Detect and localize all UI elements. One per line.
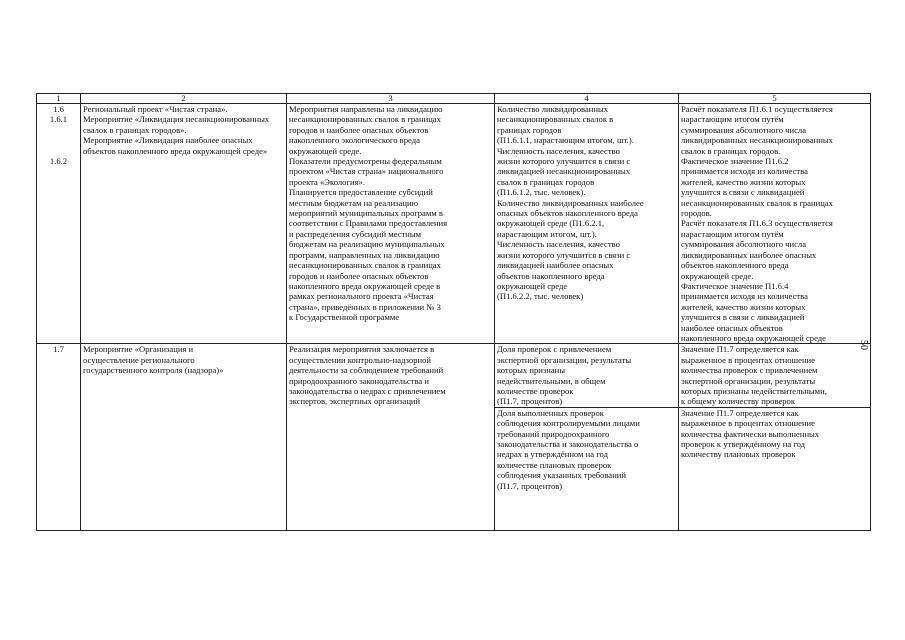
table-row [37, 344, 871, 407]
calculation-text: Значение П1.7 определяется как выраженное в процентах отношение количества проверок с привлечением экспертной организации, результаты которых признаны недействительными, к общему количеству проверок [679, 344, 871, 407]
measure-description: Мероприятия направлены на ликвидацию несанкционированных свалок в границах городов и наиболее опасных объектов накопленного экологического вреда окружающей среде. Показатели предусмотрены федеральным проектом «Чистая страна» национального проекта «Экология». Планируется предоставление субсидий местным бюджетам на реализацию мероприятий муниципальных программ в соответствии с Правилами предоставления и распределения субсидий местным бюджетам на реализацию муниципальных программ, направленных на ликвидацию несанкционированных свалок в границах городов и наиболее опасных объектов накопленного вреда окружающей среде в рамках регионального проекта «Чистая страна», приведённых в приложении № 3 к Государственной программе [287, 104, 495, 344]
header-cell-5: 5 [679, 94, 871, 104]
measure-name-cell [81, 104, 287, 344]
row-code: 1.6 [53, 104, 64, 114]
indicator-text: Доля выполненных проверок соблюдения контролируемыми лицами требований природоохранного законодательства и законодательства о недрах в утверждённом на год количестве плановых проверок соблюдения указанных требований (П1.7, процентов) [495, 407, 679, 530]
header-cell-2: 2 [81, 94, 287, 104]
measures-table [36, 93, 871, 531]
calculation-text: Расчёт показателя П1.6.1 осуществляется нарастающим итогом путём суммирования абсолютного числа ликвидированных несанкционированных свалок в границах городов. Фактическое значение П1.6.2 принимается исходя из количества жителей, качество жизни которых улучшится в связи с ликвидацией несанкционированных свалок в границах городов. Расчёт показателя П1.6.3 осуществляется нарастающим итогом путём суммирования абсолютного числа ликвидированных наиболее опасных объектов накопленного вреда окружающей среде. Фактическое значение П1.6.4 принимается исходя из количества жителей, качество жизни которых улучшится в связи с ликвидацией наиболее опасных объектов накопленного вреда окружающей среде [679, 104, 871, 344]
header-row [37, 94, 871, 104]
table-row [37, 104, 871, 344]
measure-name: Мероприятие «Ликвидация наиболее опасных объектов накопленного вреда окружающей среде» [83, 135, 268, 156]
header-cell-4: 4 [495, 94, 679, 104]
indicator-text: Доля проверок с привлечением экспертной организации, результаты которых признаны недействительными, в общем количестве проверок (П1.7, процентов) [495, 344, 679, 407]
row-code-cell [37, 104, 81, 344]
row-code: 1.6.1 [49, 114, 68, 125]
header-cell-3: 3 [287, 94, 495, 104]
indicator-text: Количество ликвидированных несанкционированных свалок в границах городов (П1.6.1.1, нарастающим итогом, шт.). Численность населения, качество жизни которого улучшится в связи с ликвидацией несанкционированных свалок в границах городов (П1.6.1.2, тыс. человек). Количество ликвидированных наиболее опасных объектов накопленного вреда окружающей среде (П1.6.2.1, нарастающим итогом, шт.). Численность населения, качество жизни которого улучшится в связи с ликвидацией наиболее опасных объектов накопленного вреда окружающей среде (П1.6.2.2, тыс. человек) [495, 104, 679, 344]
header-cell-1: 1 [37, 94, 81, 104]
page-number: 50 [858, 340, 869, 350]
row-code: 1.6.2 [49, 155, 68, 166]
measure-description: Реализация мероприятия заключается в осуществлении контрольно-надзорной деятельности за соблюдением требований природоохранного законодательства и законодательства о недрах с привлечением экспертов, экспертных организаций [287, 344, 495, 530]
measure-name: Мероприятие «Организация и осуществление регионального государственного контроля (надзора)» [81, 344, 287, 530]
measure-name: Мероприятие «Ликвидация несанкционированных свалок в границах городов». [83, 114, 270, 135]
measure-name: Региональный проект «Чистая страна». [83, 104, 228, 114]
calculation-text: Значение П1.7 определяется как выраженное в процентах отношение количества фактически выполненных проверок к утверждённому на год количеству плановых проверок [679, 407, 871, 530]
row-code-cell: 1.7 [37, 344, 81, 530]
